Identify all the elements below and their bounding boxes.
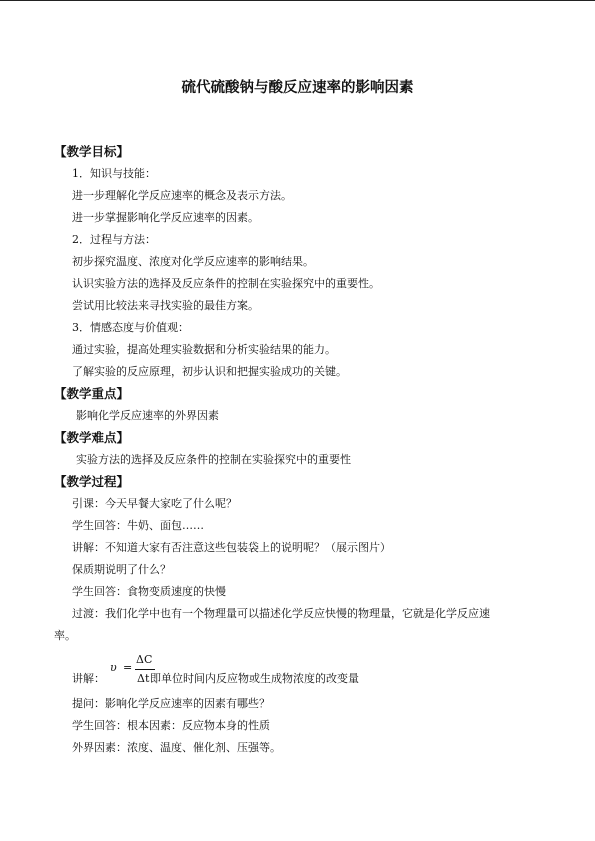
process-line: 学生回答：食物变质速度的快慢 — [72, 585, 226, 598]
process-line: 外界因素：浓度、温度、催化剂、压强等。 — [72, 741, 281, 754]
formula-denominator: Δt — [137, 672, 150, 685]
goal-line: 进一步理解化学反应速率的概念及表示方法。 — [72, 189, 292, 202]
top-rule — [0, 0, 595, 1]
key-point-text: 影响化学反应速率的外界因素 — [76, 409, 219, 422]
section-header-goals: 【教学目标】 — [54, 144, 130, 159]
goal-line: 初步探究温度、浓度对化学反应速率的影响结果。 — [72, 255, 314, 268]
goal-line: 认识实验方法的选择及反应条件的控制在实验探究中的重要性。 — [72, 277, 380, 290]
section-header-process: 【教学过程】 — [54, 474, 130, 489]
document-title: 硫代硫酸钠与酸反应速率的影响因素 — [181, 80, 414, 96]
section-header-key: 【教学重点】 — [54, 386, 130, 401]
goal-line: 2．过程与方法： — [72, 233, 156, 246]
process-line: 过渡：我们化学中也有一个物理量可以描述化学反应快慢的物理量，它就是化学反应速 — [72, 607, 490, 620]
goal-line: 1．知识与技能： — [72, 167, 156, 180]
formula-description: 即单位时间内反应物或生成物浓度的改变量 — [150, 672, 359, 685]
formula-label: 讲解： — [72, 672, 105, 685]
goal-line: 尝试用比较法来寻找实验的最佳方案。 — [72, 299, 259, 312]
section-header-difficult: 【教学难点】 — [54, 430, 130, 445]
process-line: 学生回答：牛奶、面包…… — [72, 519, 204, 532]
process-line: 保质期说明了什么？ — [72, 563, 171, 576]
process-line: 率。 — [54, 629, 76, 642]
difficult-point-text: 实验方法的选择及反应条件的控制在实验探究中的重要性 — [76, 453, 351, 466]
formula-numerator: ΔC — [136, 653, 153, 666]
goal-line: 3．情感态度与价值观： — [72, 321, 189, 334]
process-line: 提问：影响化学反应速率的因素有哪些？ — [72, 697, 270, 710]
formula-equals: = — [123, 661, 133, 674]
goal-line: 进一步掌握影响化学反应速率的因素。 — [72, 211, 259, 224]
formula-symbol: υ — [110, 661, 117, 674]
goal-line: 了解实验的反应原理，初步认识和把握实验成功的关键。 — [72, 365, 347, 378]
goal-line: 通过实验，提高处理实验数据和分析实验结果的能力。 — [72, 343, 336, 356]
process-line: 引课：今天早餐大家吃了什么呢？ — [72, 497, 237, 510]
process-line: 讲解：不知道大家有否注意这些包装袋上的说明呢？（展示图片） — [72, 541, 391, 554]
process-line: 学生回答：根本因素：反应物本身的性质 — [72, 719, 270, 732]
